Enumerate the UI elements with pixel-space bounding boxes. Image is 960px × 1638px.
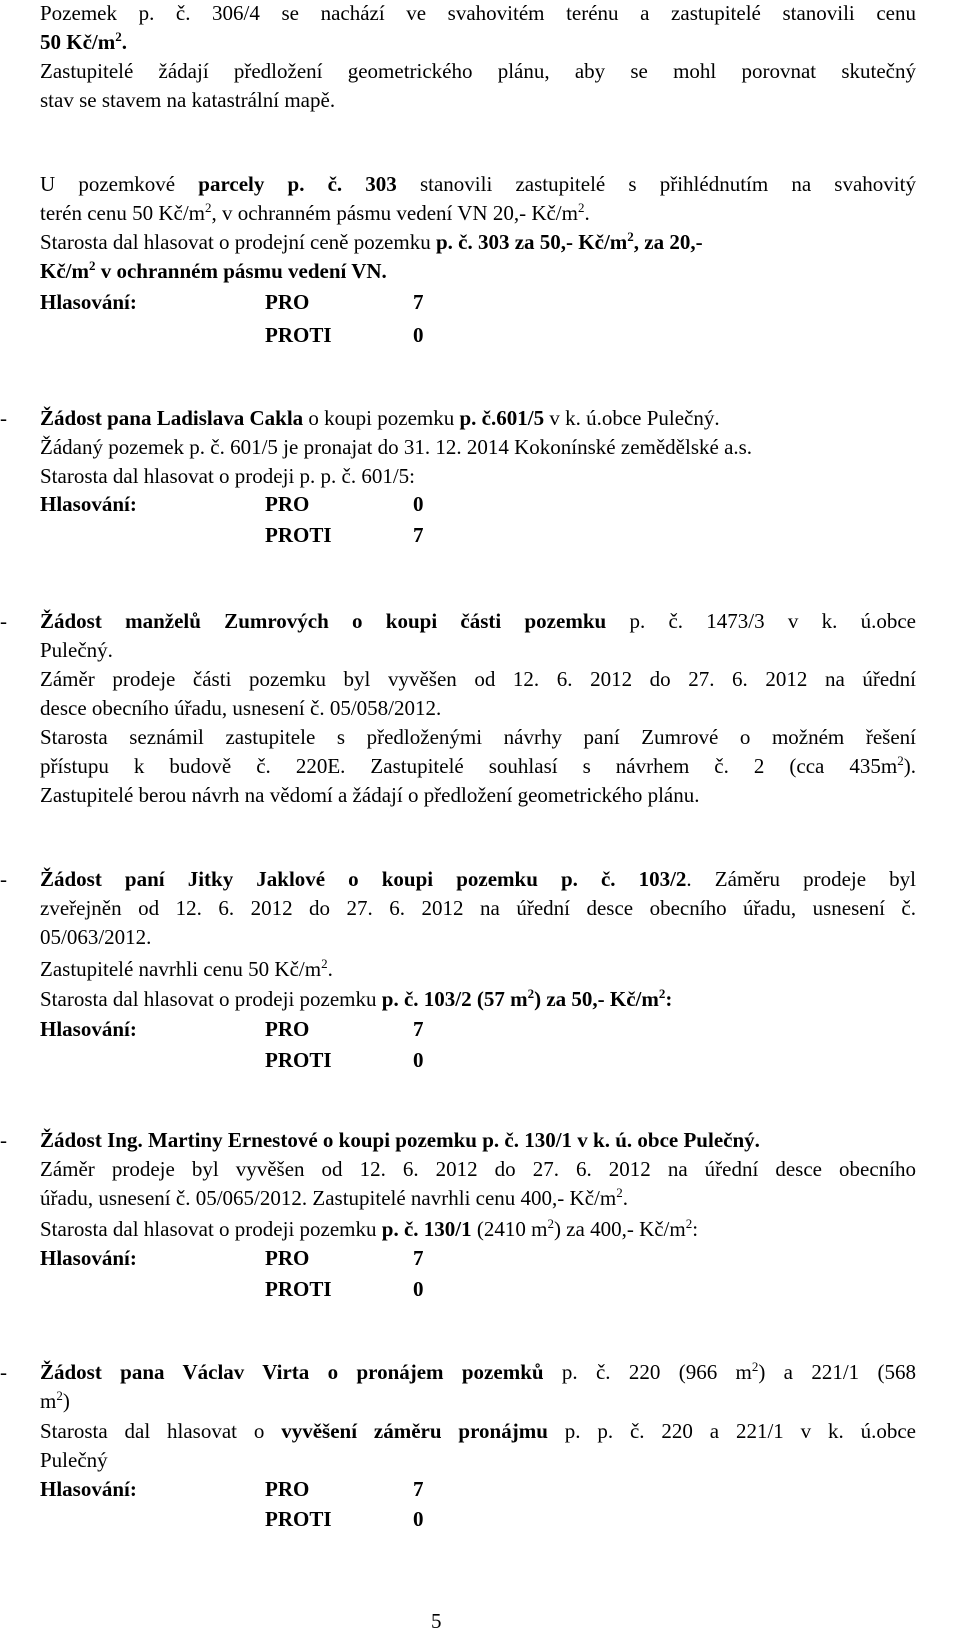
list-dash: - (0, 867, 7, 891)
list-dash: - (0, 1128, 7, 1152)
zumr-line-2: Pulečný. (40, 638, 113, 662)
vote-pro-label: PRO (265, 492, 310, 516)
vote-proti-label: PROTI (265, 1277, 332, 1301)
vote-proti-count: 0 (413, 1507, 424, 1531)
vote-pro-count: 0 (413, 492, 424, 516)
vote-proti-count: 0 (413, 323, 424, 347)
cakl-line-3: Starosta dal hlasovat o prodeji p. p. č. 601/5: (40, 464, 416, 488)
vote-pro-label: PRO (265, 1477, 310, 1501)
vote-label: Hlasování: (40, 1017, 137, 1041)
ernest-line-3: úřadu, usnesení č. 05/065/2012. Zastupitelé navrhli cenu 400,- $Kč/m^2$. (40, 1185, 628, 1210)
vote-label: Hlasování: (40, 1477, 137, 1501)
vote-pro-label: PRO (265, 290, 310, 314)
jakl-line-2: zveřejněn od 12. 6. 2012 do 27. 6. 2012 na úřední desce obecního úřadu, usnesení č. (40, 896, 916, 920)
ernest-line-2: Záměr prodeje byl vyvěšen od 12. 6. 2012 do 27. 6. 2012 na úřední desce obecního (40, 1157, 916, 1181)
vote-pro-count: 7 (413, 1246, 424, 1270)
vote-pro-label: PRO (265, 1246, 310, 1270)
vote-pro-label: PRO (265, 1017, 310, 1041)
vote-proti-count: 7 (413, 523, 424, 547)
page-number: 5 (431, 1609, 442, 1633)
vote-proti-count: 0 (413, 1048, 424, 1072)
ernest-line-1: Žádost Ing. Martiny Ernestové o koupi pozemku p. č. 130/1 v k. ú. obce Pulečný. (40, 1128, 760, 1152)
jakl-line-3: 05/063/2012. (40, 925, 152, 949)
jakl-line-5: Starosta dal hlasovat o prodeji pozemku p. č. 103/2 (57 $m^2$) za 50,- $Kč/m^2$: (40, 986, 673, 1011)
virt-line-2: $m^2$) (40, 1388, 70, 1413)
intro-line-2: 50 $Kč/m^2$. (40, 29, 127, 54)
list-dash: - (0, 609, 7, 633)
jakl-line-1: Žádost paní Jitky Jaklové o koupi pozemku p. č. 103/2. Záměru prodeje byl (40, 867, 916, 891)
zumr-line-3: Záměr prodeje části pozemku byl vyvěšen od 12. 6. 2012 do 27. 6. 2012 na úřední (40, 667, 916, 691)
zumr-line-7: Zastupitelé berou návrh na vědomí a žádají o předložení geometrického plánu. (40, 783, 700, 807)
vote-proti-count: 0 (413, 1277, 424, 1301)
zumr-line-4: desce obecního úřadu, usnesení č. 05/058/2012. (40, 696, 442, 720)
vote-pro-count: 7 (413, 1477, 424, 1501)
vote-label: Hlasování: (40, 492, 137, 516)
zumr-line-6: přístupu k budově č. 220E. Zastupitelé souhlasí s návrhem č. 2 (cca $435m^2$). (40, 753, 916, 778)
intro-line-1: Pozemek p. č. 306/4 se nachází ve svahovitém terénu a zastupitelé stanovili cenu (40, 1, 916, 25)
p303-line-1: U pozemkové parcely p. č. 303 stanovili zastupitelé s přihlédnutím na svahovitý (40, 172, 916, 196)
p303-line-2: terén cenu 50 $Kč/m^2$, v ochranném pásmu vedení VN 20,- $Kč/m^2$. (40, 200, 590, 225)
p303-line-4: $Kč/m^2$ v ochranném pásmu vedení VN. (40, 258, 387, 283)
vote-proti-label: PROTI (265, 323, 332, 347)
vote-label: Hlasování: (40, 290, 137, 314)
p303-line-3: Starosta dal hlasovat o prodejní ceně pozemku p. č. 303 za 50,- $Kč/m^2$, za 20,- (40, 229, 703, 254)
vote-proti-label: PROTI (265, 523, 332, 547)
vote-label: Hlasování: (40, 1246, 137, 1270)
virt-line-3: Starosta dal hlasovat o vyvěšení záměru pronájmu p. p. č. 220 a 221/1 v k. ú.obce (40, 1419, 916, 1443)
ernest-line-4: Starosta dal hlasovat o prodeji pozemku p. č. 130/1 (2410 $m^2$) za 400,- $Kč/m^2$: (40, 1216, 699, 1241)
vote-pro-count: 7 (413, 1017, 424, 1041)
vote-proti-label: PROTI (265, 1507, 332, 1531)
zumr-line-1: Žádost manželů Zumrových o koupi části pozemku p. č. 1473/3 v k. ú.obce (40, 609, 917, 633)
virt-line-4: Pulečný (40, 1448, 108, 1472)
cakl-line-2: Žádaný pozemek p. č. 601/5 je pronajat do 31. 12. 2014 Kokonínské zemědělské a.s. (40, 435, 753, 459)
virt-line-1: Žádost pana Václav Virta o pronájem pozemků p. č. 220 (966 $m^2$) a 221/1 (568 (40, 1359, 916, 1384)
vote-pro-count: 7 (413, 290, 424, 314)
zumr-line-5: Starosta seznámil zastupitele s předloženými návrhy paní Zumrové o možném řešení (40, 725, 916, 749)
intro-line-4: stav se stavem na katastrální mapě. (40, 88, 336, 112)
list-dash: - (0, 406, 7, 430)
list-dash: - (0, 1360, 7, 1384)
vote-proti-label: PROTI (265, 1048, 332, 1072)
cakl-line-1: Žádost pana Ladislava Cakla o koupi pozemku p. č.601/5 v k. ú.obce Pulečný. (40, 406, 720, 430)
jakl-line-4: Zastupitelé navrhli cenu 50 $Kč/m^2$. (40, 956, 333, 981)
intro-line-3: Zastupitelé žádají předložení geometrického plánu, aby se mohl porovnat skutečný (40, 59, 916, 83)
